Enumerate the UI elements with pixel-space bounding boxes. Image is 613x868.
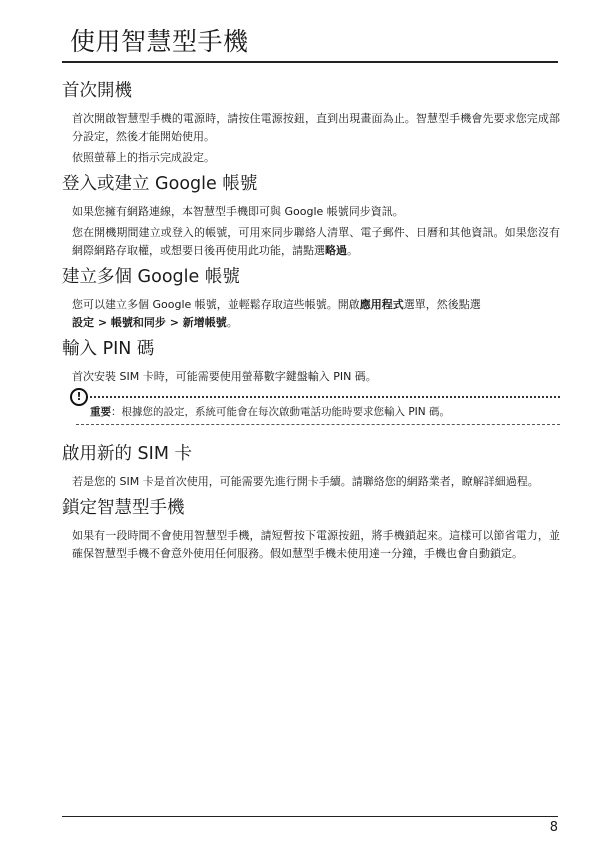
paragraph: 首次開啟智慧型手機的電源時，請按住電源按鈕，直到出現畫面為止。智慧型手機會先要求您完成部分設定，然後才能開始使用。	[72, 112, 560, 143]
section-pin	[62, 338, 560, 431]
page-content	[62, 80, 560, 569]
section-heading: 輸入 PIN 碼	[62, 339, 155, 359]
text-run: 。	[226, 316, 238, 329]
paragraph: 如果有一段時間不會使用智慧型手機，請短暫按下電源按鈕，將手機鎖起來。這樣可以節省電力，並確保智慧型手機不會意外使用任何服務。假如慧型手機未使用達一分鐘，手機也會自動鎖定。	[72, 529, 560, 560]
note-divider-top	[86, 396, 560, 398]
title-divider	[62, 61, 558, 63]
section-heading: 啟用新的 SIM 卡	[62, 444, 192, 464]
apps-menu-label: 應用程式	[359, 298, 404, 311]
paragraph	[72, 224, 560, 260]
section-heading: 建立多個 Google 帳號	[62, 267, 240, 287]
paragraph: 若是您的 SIM 卡是首次使用，可能需要先進行開卡手續。請聯絡您的網路業者，瞭解詳細過程。	[72, 475, 539, 488]
section-google-login	[62, 173, 560, 260]
text-run: 您在開機期間建立或登入的帳號，可用來同步聯絡人清單、電子郵件、日曆和其他資訊。如果您沒有網際網路存取權，或想要日後再使用此功能，請點選	[72, 226, 560, 257]
section-activate-sim	[62, 443, 560, 491]
section-heading: 鎖定智慧型手機	[62, 498, 185, 518]
text-run: 。	[347, 244, 358, 257]
note-body: ：根據您的設定，系統可能會在每次啟動電話功能時要求您輸入 PIN 碼。	[111, 406, 450, 418]
paragraph	[72, 296, 560, 332]
note-divider-bottom	[76, 424, 560, 425]
paragraph: 如果您擁有網路連線，本智慧型手機即可與 Google 帳號同步資訊。	[72, 205, 404, 218]
footer-divider	[62, 816, 558, 817]
section-multiple-accounts	[62, 266, 560, 332]
page-number: 8	[549, 820, 558, 835]
paragraph: 依照螢幕上的指示完成設定。	[72, 151, 215, 164]
settings-path-label: 設定 > 帳號和同步 > 新增帳號	[72, 316, 227, 329]
section-heading: 首次開機	[62, 81, 132, 101]
note-label: 重要	[90, 406, 111, 418]
section-first-boot	[62, 80, 560, 167]
section-lock-phone	[62, 497, 560, 563]
paragraph: 首次安裝 SIM 卡時，可能需要使用螢幕數字鍵盤輸入 PIN 碼。	[72, 370, 377, 383]
note-text	[90, 404, 560, 420]
skip-label: 略過	[325, 244, 347, 257]
important-note	[62, 390, 560, 431]
text-run: 您可以建立多個 Google 帳號，並輕鬆存取這些帳號。開啟	[72, 298, 360, 311]
warning-icon: !	[70, 388, 88, 406]
page-title: 使用智慧型手機	[70, 27, 249, 56]
text-run: 選單，然後點選	[403, 298, 481, 311]
section-heading: 登入或建立 Google 帳號	[62, 174, 258, 194]
